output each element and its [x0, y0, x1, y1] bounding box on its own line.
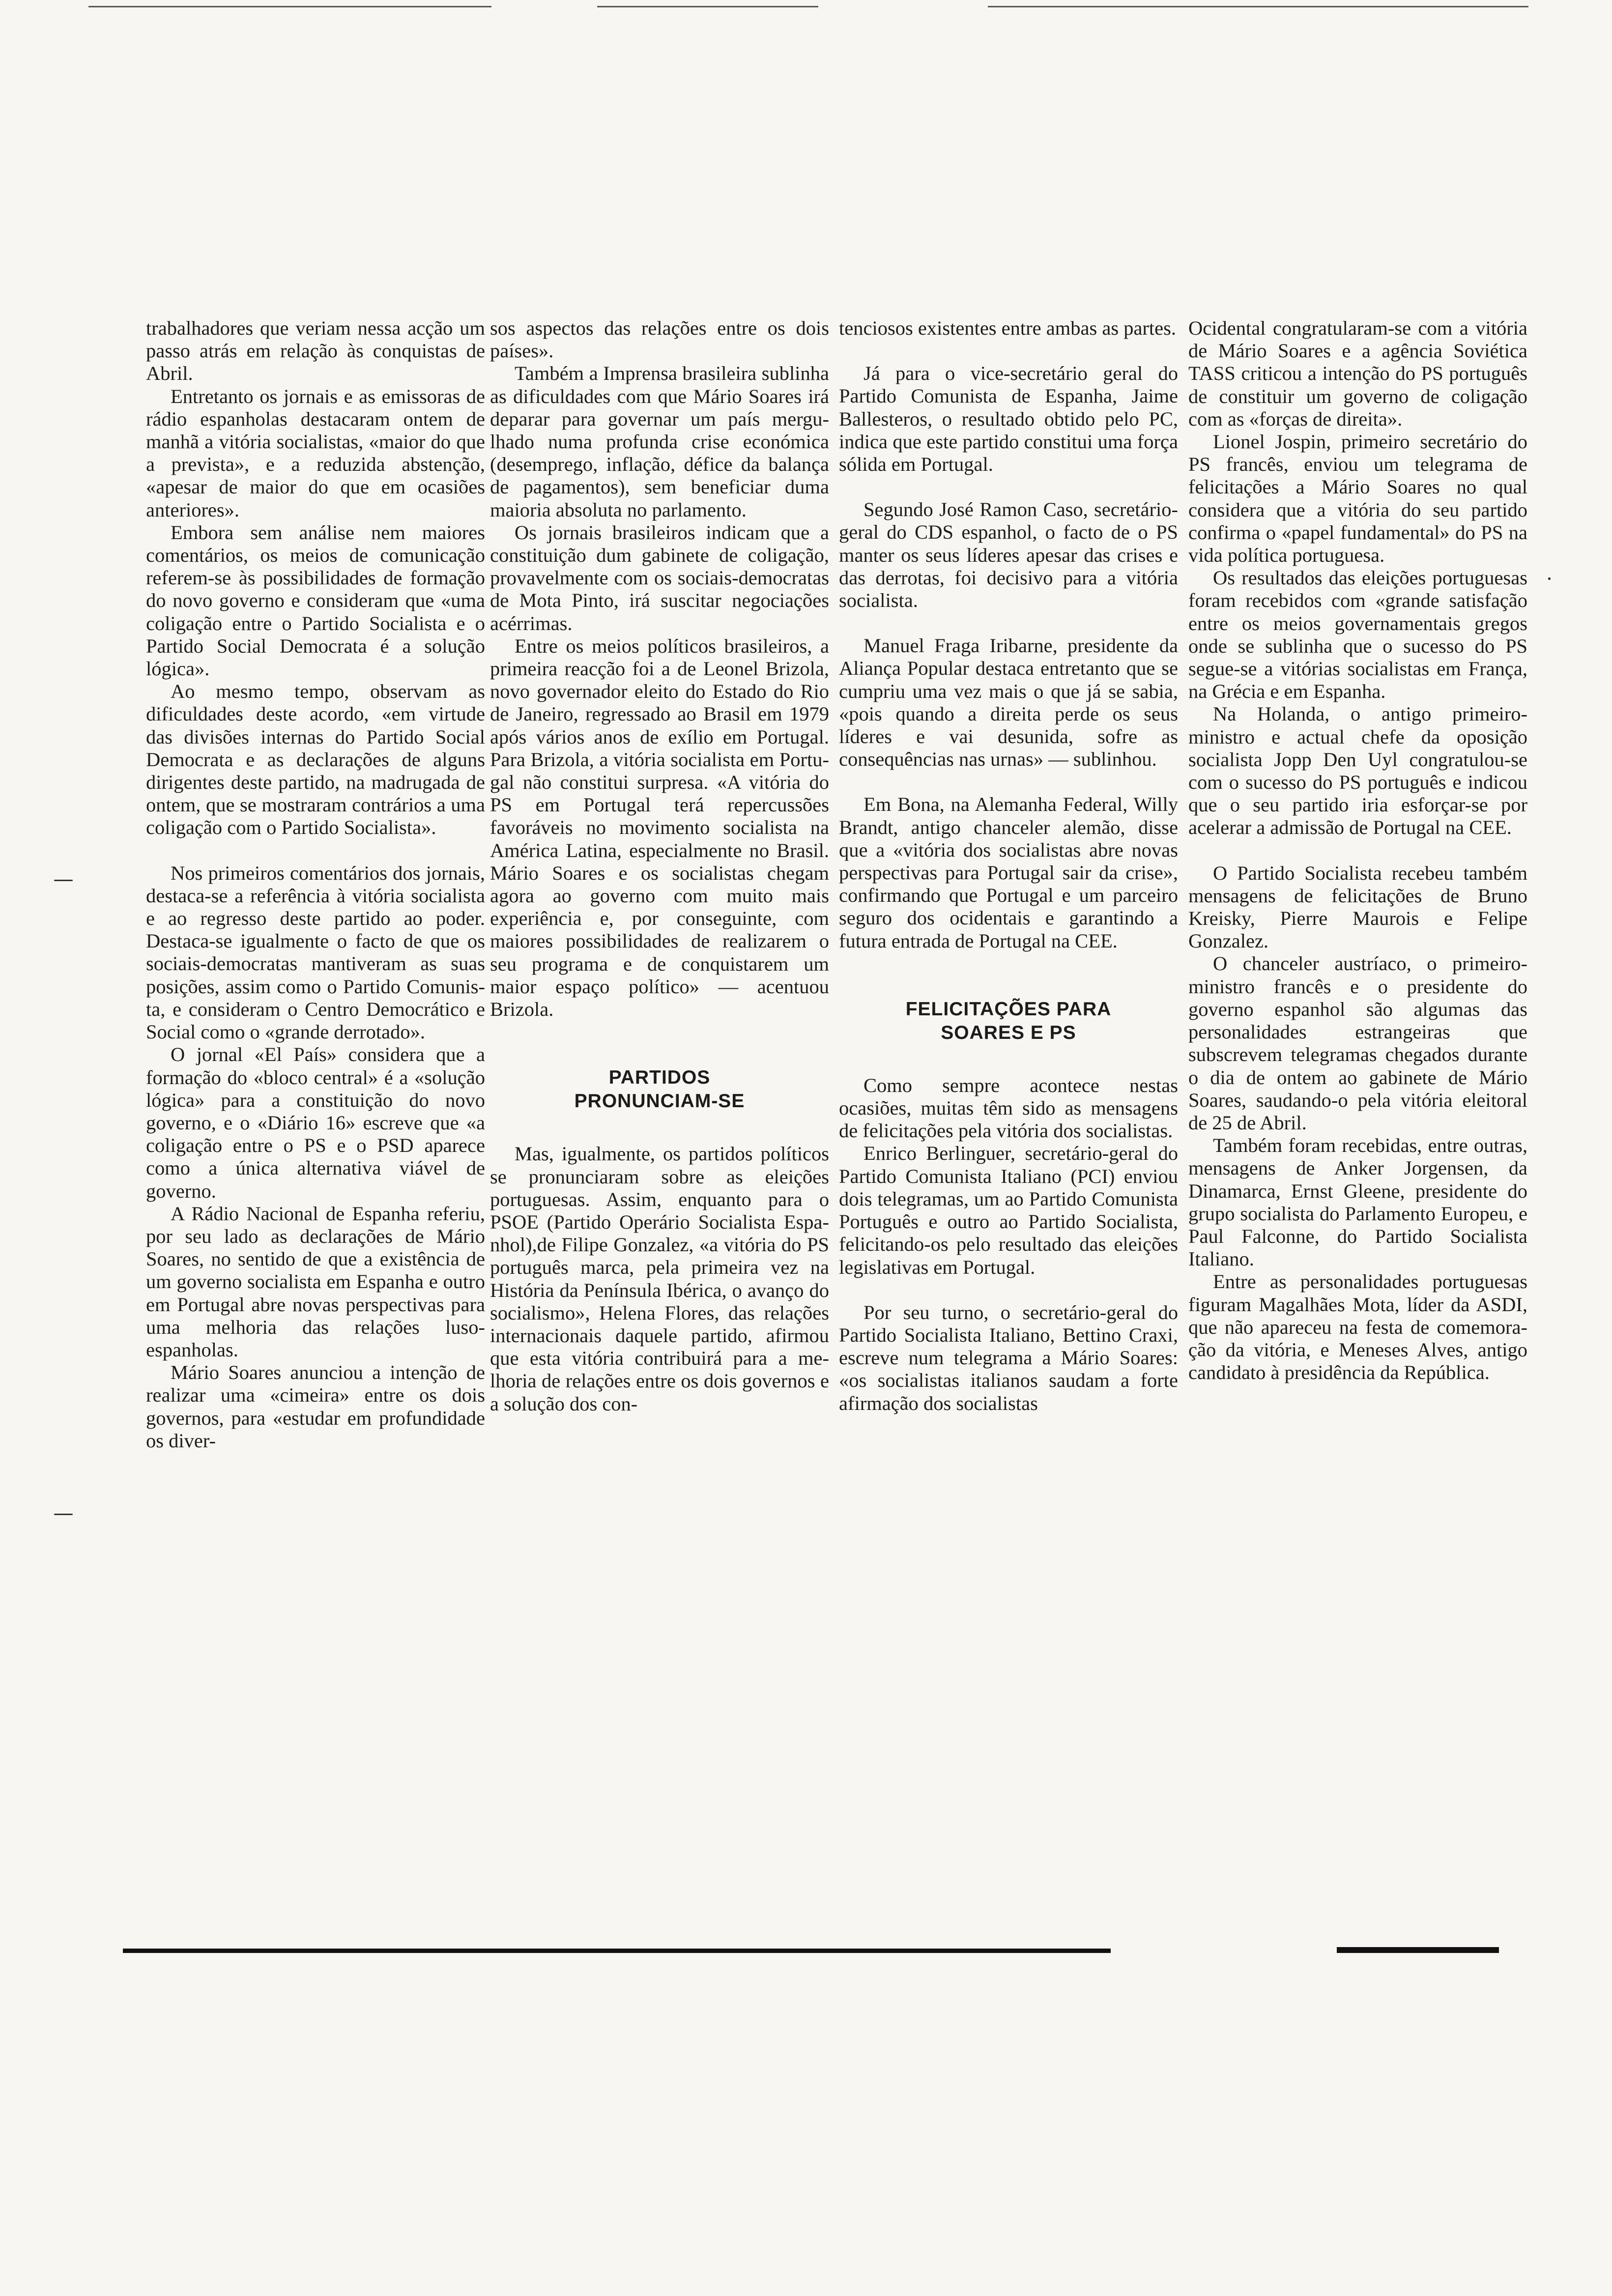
paragraph: Os resultados das eleições portuguesas foram recebidos com «grande satisfação entre os meios governamentais gregos onde se sublinha que o sucesso do PS segue-se a vitórias socialistas em França, na Grécia e em Espanha. — [1188, 567, 1527, 703]
paragraph: Embora sem análise nem maiores comentários, os meios de comunicação referem-se às possibilidades de formação do novo governo e consideram que «uma coligação entre o Partido Socialista e o Partido Social Democrata é a solução lógica». — [146, 521, 485, 680]
paragraph: Ao mesmo tempo, observam as dificuldades deste acordo, «em virtude das divisões internas do Partido Social Democrata e as declarações de alguns dirigentes deste partido, na madrugada de ontem, que se mostraram contrários a uma coligação com o Partido Socialista». — [146, 680, 485, 839]
paragraph: Enrico Berlinguer, secretário-geral do Partido Comunista Italiano (PCI) enviou dois telegramas, um ao Partido Comunista Português e outro ao Partido Socialista, felicitando-os pelo resultado das eleições legislativas em Portugal. — [839, 1142, 1178, 1278]
paragraph: Também a Imprensa brasileira sublinha as dificuldades com que Mário Soares irá deparar para governar um país mergulhado numa profunda crise económica (desemprego, inflação, défice da balança de pagamentos), sem beneficiar duma maioria absoluta no parlamento. — [490, 362, 829, 521]
paragraph: Ocidental congratularam-se com a vitória de Mário Soares e a agência Soviética TASS criticou a intenção do PS português de constituir um governo de coligação com as «forças de direita». — [1188, 317, 1527, 430]
paragraph: Por seu turno, o secretário-geral do Partido Socialista Italiano, Bettino Craxi, escreve num telegrama a Mário Soares: «os socialistas italianos saudam a forte afirmação dos socialistas — [839, 1301, 1178, 1414]
top-rule-right — [988, 6, 1528, 7]
paragraph: sos aspectos das relações entre os dois países». — [490, 317, 829, 362]
paragraph: Como sempre acontece nestas ocasiões, muitas têm sido as mensagens de felicitações pela vitória dos socialistas. — [839, 1074, 1178, 1142]
paragraph: tenciosos existentes entre ambas as partes. — [839, 317, 1177, 339]
bottom-rule-right — [1337, 1947, 1499, 1953]
paragraph: Já para o vice-secretário geral do Partido Comunista de Espanha, Jaime Ballesteros, o resultado obtido pelo PC, indica que este partido constitui uma força sólida em Portugal. — [839, 362, 1178, 476]
top-rule-center — [597, 6, 818, 7]
paragraph: O Partido Socialista recebeu também mensagens de felicitações de Bruno Kreisky, Pierre Maurois e Felipe Gonzalez. — [1188, 861, 1527, 952]
paragraph: Em Bona, na Alemanha Federal, Willy Brandt, antigo chanceler alemão, disse que a «vitória dos socialistas abre novas perspectivas para Portugal sair da crise», confirmando que Portugal e um parceiro seguro dos ocidentais e garantindo a futura entrada de Portugal na CEE. — [839, 793, 1178, 952]
section-heading: PARTIDOS PRONUNCIAM-SE — [574, 1067, 745, 1112]
paragraph: Na Holanda, o antigo primeiro-ministro e actual chefe da oposição socialista Jopp Den Uyl congratulou-se com o sucesso do PS português e indicou que o seu partido iria esforçar-se por acelerar a admissão de Portugal na CEE. — [1188, 703, 1527, 839]
paragraph: Nos primeiros comentários dos jornais, destaca-se a referência à vitória socialista e ao regresso deste partido ao poder. Destaca-se igualmente o facto de que os sociais-democratas mantiveram as suas posições, assim como o Partido Comunista, e consideram o Centro Democrático e Social como o «grande derrotado». — [146, 861, 485, 1043]
article-column-4 — [1188, 317, 1527, 1384]
top-rule-left — [88, 6, 491, 7]
paragraph: Os jornais brasileiros indicam que a constituição dum gabinete de coligação, provavelmente com os sociais-democratas de Mota Pinto, irá suscitar negociações acérrimas. — [490, 521, 829, 634]
paragraph: O chanceler austríaco, o primeiro-ministro francês e o presidente do governo espanhol são algumas das personalidades estrangeiras que subscrevem telegramas chegados durante o dia de ontem ao gabinete de Mário Soares, saudando-o pela vitória eleitoral de 25 de Abril. — [1188, 952, 1527, 1134]
margin-mark — [1548, 577, 1551, 580]
paragraph: A Rádio Nacional de Espanha referiu, por seu lado as declarações de Mário Soares, no sentido de que a existência de um governo socialista em Espanha e outro em Portugal abre novas perspectivas para uma melhoria das relações luso-espanholas. — [146, 1202, 485, 1361]
paragraph: Mas, igualmente, os partidos políticos se pronunciaram sobre as eleições portuguesas. Assim, enquanto para o PSOE (Partido Operário Socialista Espanhol),de Filipe Gonzalez, «a vitória do PS português marca, pela primeira vez na História da Península Ibérica, o avanço do socialismo», Helena Flores, das relações internacionais daquele partido, afirmou que esta vitória contribuirá para a melhoria de relações entre os dois governos e a solução dos con- — [490, 1143, 829, 1415]
article-column-1 — [146, 317, 485, 1452]
paragraph: Entre os meios políticos brasileiros, a primeira reacção foi a de Leonel Brizola, novo governador eleito do Estado do Rio de Janeiro, regressado ao Brasil em 1979 após vários anos de exílio em Portugal. Para Brizola, a vitória socialista em Portugal não constitui surpresa. «A vitória do PS em Portugal terá repercussões favoráveis no movimento socialista na América Latina, especialmente no Brasil. Mário Soares e os socialistas chegam agora ao governo com muito mais experiência e, por conseguinte, com maiores possibilidades de realizarem o seu programa e de conquistarem um maior espaço político» — acentuou Brizola. — [490, 634, 829, 1021]
paragraph: trabalhadores que veriam nessa acção um passo atrás em relação às conquistas de Abril. — [146, 317, 485, 385]
paragraph: Entretanto os jornais e as emissoras de rádio espanholas destacaram ontem de manhã a vitória socialistas, «maior do que a prevista», e a reduzida abstenção, «apesar de maior do que em ocasiões anteriores». — [146, 385, 485, 521]
paragraph: Lionel Jospin, primeiro secretário do PS francês, enviou um telegrama de felicitações a Mário Soares no qual considera que a vitória do seu partido confirma o «papel fundamental» do PS na vida política portuguesa. — [1188, 430, 1527, 567]
bottom-rule-left — [123, 1949, 1111, 1953]
paragraph: Entre as personalidades portuguesas figuram Magalhães Mota, líder da ASDI, que não apareceu na festa de comemoração da vitória, e Meneses Alves, antigo candidato à presidência da República. — [1188, 1270, 1527, 1384]
paragraph: O jornal «El País» considera que a formação do «bloco central» é a «solução lógica» para a constituição do novo governo, e o «Diário 16» escreve que «a coligação entre o PS e o PSD aparece como a única alternativa viável de governo. — [146, 1043, 485, 1202]
article-column-3 — [839, 317, 1178, 1415]
paragraph: Segundo José Ramon Caso, secretário-geral do CDS espanhol, o facto de o PS manter os seus líderes apesar das crises e das derrotas, foi decisivo para a vitória socialista. — [839, 498, 1178, 612]
section-heading: FELICITAÇÕES PARA SOARES E PS — [905, 998, 1112, 1043]
article-column-2 — [490, 317, 829, 1415]
margin-mark — [54, 880, 73, 881]
paragraph: Mário Soares anunciou a intenção de realizar uma «cimeira» entre os dois governos, para «estudar em profundidade os diver- — [146, 1361, 485, 1452]
paragraph: Manuel Fraga Iribarne, presidente da Aliança Popular destaca entretanto que se cumpriu uma vez mais o que já se sabia, «pois quando a direita perde os seus líderes e vai desunida, sofre as consequências nas urnas» — sublinhou. — [839, 634, 1178, 771]
paragraph: Também foram recebidas, entre outras, mensagens de Anker Jorgensen, da Dinamarca, Ernst Gleene, presidente do grupo socialista do Parlamento Europeu, e Paul Falconne, do Partido Socialista Italiano. — [1188, 1134, 1527, 1270]
margin-mark — [54, 1514, 73, 1515]
